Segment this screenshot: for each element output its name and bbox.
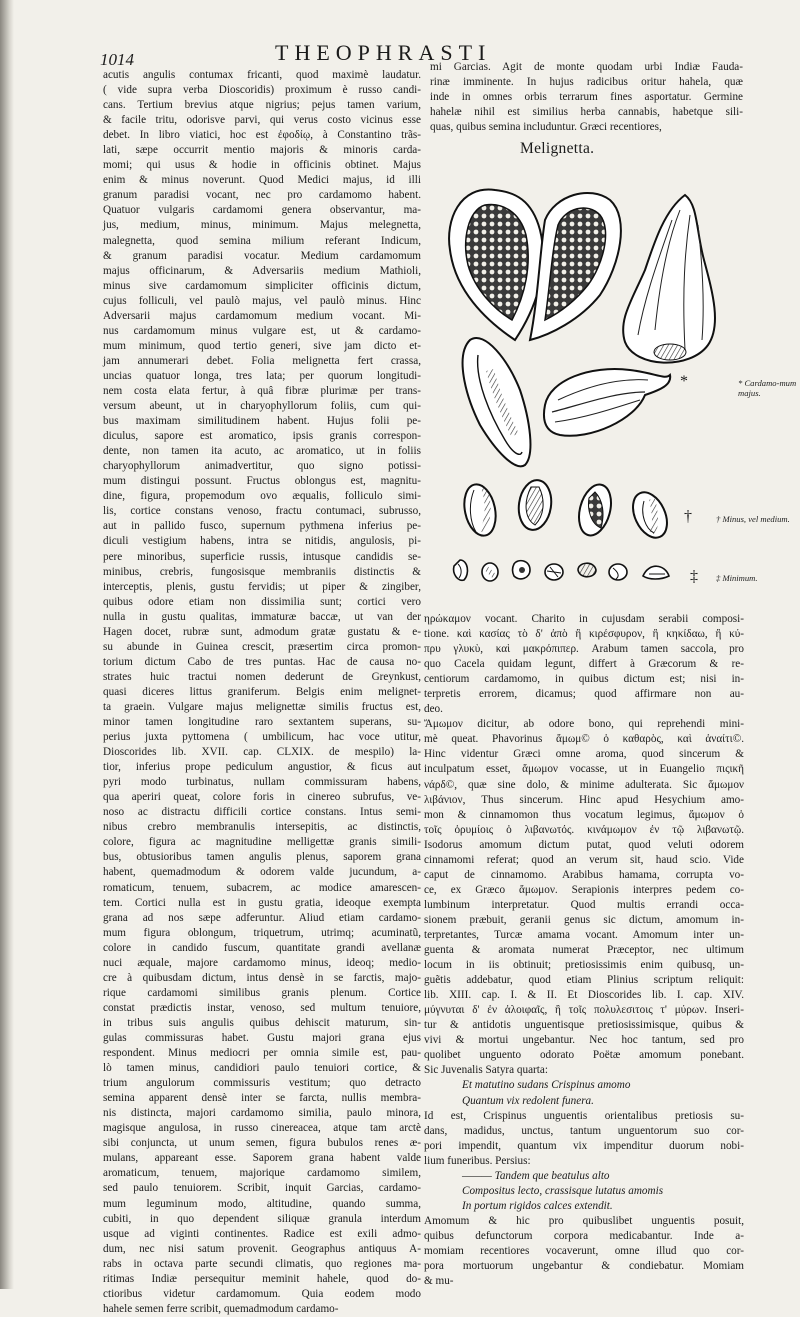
page-number: 1014 xyxy=(100,50,134,69)
right-text-column-top xyxy=(430,60,743,140)
text-line: quibus defunctorum corpora medicabantur. Inde a- xyxy=(424,1229,744,1242)
text-line: & facile tritu, odorisve parvi, qui verus costo vicinus esse xyxy=(103,114,421,127)
text-line: Dioscorides lib. XVII. cap. CLXIX. de mespilo) la- xyxy=(103,746,421,759)
text-line: cre à quibusdam dictum, intus densè in se farctis, majo- xyxy=(103,971,421,984)
text-line: pori impendit, quantum vix impenditur duorum nobi- xyxy=(424,1139,744,1152)
text-line: lium funeribus. Persius: xyxy=(424,1154,531,1167)
text-line: aromaticum, tenuem, majorique cardamomo similem, xyxy=(103,1167,421,1180)
text-line: Ἄμωμον dicitur, ab odore bono, qui reprehendi mini- xyxy=(424,718,744,731)
text-line: diculus, sapore est aromatico, ipsis granis correspon- xyxy=(103,430,421,443)
text-line: hahelæ nihil est similius herba cannabis, habetque sili- xyxy=(430,106,743,119)
text-line: sibi conjuncta, ut unum semen, figura bubulos renes æ- xyxy=(103,1137,421,1150)
text-line: acutis angulis contumax fricanti, quod maximè laudatur. xyxy=(103,69,421,81)
text-line: minibus, crebris, fungosisque membraniis distinctis & xyxy=(103,565,421,578)
text-line: perius juxta pyttomena ( umbilicum, hac voce utitur, xyxy=(103,731,421,744)
text-line: ( vide supra verba Dioscoridis) proximum è russo candi- xyxy=(103,84,421,97)
text-line: mum distingui possunt. Fructus oblongus est, magnitu- xyxy=(103,475,421,488)
text-line: hahele semen ferre scribit, quemadmodum cardamo- xyxy=(103,1302,339,1315)
text-line: Hagen docet, rubræ sunt, admodum gratæ gustatu & e- xyxy=(103,625,421,638)
text-line: nus cardamomum minus vulgare est, ut & cardamo- xyxy=(103,324,421,337)
text-line: mè queat. Phavorinus ἄμωμ© ὁ καθαρὸς, καὶ ἀναίτι©. xyxy=(424,733,744,746)
text-line: cinnamomi referat; quod an verum sit, haud scio. Vide xyxy=(424,853,744,866)
margin-note-medium: † Minus, vel medium. xyxy=(716,514,790,524)
whole-pear-pod xyxy=(623,195,715,363)
text-line: mum minimum, quod tertio generi, sive jam dicto et- xyxy=(103,339,421,352)
text-line: tione. καὶ κασίας τὸ δ' ἀπὸ ἢ κιρέσφυρον, ἢ κηκίδαω, ἢ κύ- xyxy=(424,628,744,641)
text-line: μύγνυται δ' ἐν ἀλοιφαῖς, ἢ τοῖς πολυλεσιτοις τ' μύρων. Inseri- xyxy=(424,1004,744,1017)
text-line: ta graein. Vulgare majus melignettæ similis fructus est, xyxy=(103,700,421,713)
text-line: ——— Tandem que beatulus alto xyxy=(462,1169,610,1182)
text-line: sionem præbuit, geranii genus sic dictum, amomum in- xyxy=(424,913,744,926)
figure-mark-double-dagger: ‡ xyxy=(690,568,698,585)
text-line: semina apparent densè inter se farcta, nullis membra- xyxy=(103,1092,421,1105)
text-line: malegnetta, quod semina milium referant Indicum, xyxy=(103,234,421,247)
text-line: rinæ imminente. In hujus radicibus oritur hahela, quæ xyxy=(430,76,743,89)
text-line: quo Cacela quidam legunt, differt à Græcorum & re- xyxy=(424,658,744,671)
text-line: quibus odore etiam non dissimilia sunt; cortici vero xyxy=(103,595,421,608)
minimum-seeds-row xyxy=(454,560,669,581)
text-line: terpretantes, Turcæ amama vocant. Amomum inter un- xyxy=(424,928,744,941)
medium-pods-row xyxy=(460,478,674,543)
text-line: strates huic tractui nomen dederunt de Greynkust, xyxy=(103,670,421,683)
text-line: τοῖς ὀρυμίοις ὁ λιβανωτός. κινάμωμον ἐν τῷ λιβανωτῷ. xyxy=(424,823,744,836)
text-line: cans. Tertium brevius atque nigrius; pejus tamen varium, xyxy=(103,99,421,112)
text-line: usque ad viginti continentes. Radice est exili admo- xyxy=(103,1227,421,1240)
figure-title: Melignetta. xyxy=(520,140,595,157)
text-line: mi Garcias. Agit de monte quodam urbi Indiæ Fauda- xyxy=(430,61,743,73)
text-line: Sic Juvenalis Satyra quarta: xyxy=(424,1064,548,1077)
text-line: & mu- xyxy=(424,1275,454,1288)
left-text-column xyxy=(103,68,421,1315)
text-line: constat prædictis instar, venoso, sed multum tenuiore, xyxy=(103,1001,421,1014)
split-pod-left-half xyxy=(449,190,543,340)
running-head: THEOPHRASTI xyxy=(275,40,492,65)
margin-note-minimum: ‡ Minimum. xyxy=(716,573,758,583)
text-line: cubiti, in quo dependent siliquæ granula interdum xyxy=(103,1212,421,1225)
text-line: vivi & mortui ungebantur. Nec hoc tantum, sed pro xyxy=(424,1034,744,1047)
text-line: nis distincta, majori cardamomo similia, paulo minora, xyxy=(103,1107,421,1120)
right-text-column-bottom xyxy=(424,612,744,1288)
text-line: nulla in gustu qualitas, immaturæ baccæ, ut van der xyxy=(103,610,421,623)
text-line: momiam recentiores vocaverunt, omne illud quo cor- xyxy=(424,1244,744,1257)
text-line: pyri modo turbinatus, nullam commissuram habens, xyxy=(103,776,421,789)
cardamomum-majus-pod xyxy=(544,369,670,436)
figure-mark-asterisk: * xyxy=(680,373,688,390)
text-line: nibus crebro membranulis intersepitis, ac distinctis, xyxy=(103,821,421,834)
text-line: ctioribus videtur cardamomum. Quia eodem modo xyxy=(103,1287,421,1300)
text-line: respondent. Minus mediocri per omnia simile est, pau- xyxy=(103,1047,421,1060)
text-line: mulans, appareant esse. Saporem grana habent valde xyxy=(103,1152,421,1165)
text-line: minus sive cardamomum simpliciter officinis dictum, xyxy=(103,279,421,292)
text-line: in tribus suis angulis quibus dehiscit maturum, sin- xyxy=(103,1016,421,1029)
text-line: debet. In libro viatici, hoc est ἐφοδίῳ, à Constantino trãs- xyxy=(103,129,421,142)
text-line: interceptis, plenis, gustu fervidis; ut piper & zingiber, xyxy=(103,580,421,593)
text-line: centiorum cardamomo, in quibus dictum est; nisi in- xyxy=(424,673,744,686)
text-line: noso ac distractu difficili cortice constans. Intus semi- xyxy=(103,806,421,819)
text-line: jus, medium, minus, minimum. Majus melegnetta, xyxy=(103,219,421,232)
text-line: Adversarii majus cardamomum medium vocant. Mi- xyxy=(103,309,421,322)
text-line: uncias quatuor longa, tres lata; per quorum longitudi- xyxy=(103,369,421,382)
text-line: gulas commissuras habet. Gustu majori grana ejus xyxy=(103,1032,421,1044)
text-line: habent, quemadmodum & odorem valde jucundum, a- xyxy=(103,866,421,879)
text-line: jam annumerari debet. Folia melignetta fert crassa, xyxy=(103,354,421,367)
text-line: Et matutino sudans Crispinus amomo xyxy=(462,1079,631,1092)
text-line: trium angulorum commissuris vestitum; quo detracto xyxy=(103,1077,421,1090)
text-line: tur & antidotis unguentisque pretiosissimisque, quibus & xyxy=(424,1019,744,1032)
text-line: mum figura oblongum, triquetrum, utrimq; acuminatũ, xyxy=(103,926,421,939)
text-line: Hinc videntur Græci omne aroma, quod sincerum & xyxy=(424,748,744,761)
text-line: λιβάνιον, Thus sincerum. Hinc apud Hesychium amo- xyxy=(424,793,744,806)
page-edge-shadow xyxy=(0,0,14,1289)
text-line: aut in pallido fusco, supernum pythmena inferius pe- xyxy=(103,520,421,533)
text-line: Quantum vix redolent funera. xyxy=(462,1094,594,1107)
text-line: Amomum & hic pro quibuslibet unguentis posuit, xyxy=(424,1214,744,1227)
text-line: Compositus lecto, crassisque lutatus amomis xyxy=(462,1184,664,1197)
text-line: su abunde in Guinea crescit, præsertim circa promon- xyxy=(103,640,421,653)
text-line: lati, sæpe occurrit mentio majoris & minoris carda- xyxy=(103,144,421,157)
text-line: dans, madidus, unctus, tantum unguentorum suo cor- xyxy=(424,1124,744,1137)
text-line: pora mortuorum ungebantur & condiebatur. Momiam xyxy=(424,1260,744,1273)
text-line: magisque angulosa, in russo cinereacea, atque tam arctè xyxy=(103,1122,421,1135)
text-line: enim & minus noverunt. Quod Medici majus, id illi xyxy=(103,174,421,187)
text-line: colore in candido fuscum, quantitate grandi avellanæ xyxy=(103,941,421,954)
text-line: terpretis errorem, dicamus; quod affirmare non au- xyxy=(424,688,744,701)
text-line: locum in iis obtinuit; pretiosissimis enim quibusq, un- xyxy=(424,959,744,972)
text-line: nem costa elata fertur, à quâ fibræ plurimæ per trans- xyxy=(103,384,421,397)
figure-mark-dagger: † xyxy=(684,508,692,525)
text-line: lis, cortice constans venoso, fractu contumaci, subrusso, xyxy=(103,505,421,518)
text-line: minor tamen longitudine raro sextantem superans, su- xyxy=(103,716,421,729)
text-line: lò tamen minus, candidiori paulo tenuiori cortice, & xyxy=(103,1062,421,1075)
text-line: ηρώκαμον vocant. Charito in cujusdam serabii composi- xyxy=(424,613,744,625)
text-line: tior, inferius prope pediculum angustior, & ficus aut xyxy=(103,761,421,774)
text-line: dum, nec nisi satum provenit. Geographus antiquus A- xyxy=(103,1242,421,1255)
text-line: majus officinarum, & Adversariis medium Mathioli, xyxy=(103,264,421,277)
text-line: qua aperiri queat, colore foris in cinereo subrufus, ve- xyxy=(103,791,421,804)
text-line: lib. XIII. cap. I. & II. Et Dioscorides lib. I. cap. XIV. xyxy=(424,989,744,1002)
text-line: deo. xyxy=(424,703,443,716)
text-line: mum leguminum modo, altitudine, quando summa, xyxy=(103,1197,421,1210)
text-line: Quatuor vulgaris cardamomi genera observantur, ma- xyxy=(103,204,421,217)
text-line: nuci æquale, majore cardamomo minus, ideoq; medio- xyxy=(103,956,421,969)
text-line: dente, non tamen ita acuto, ac aromatico, ut in foliis xyxy=(103,445,421,458)
text-line: sed paulo tenuiorem. Scribit, inquit Garcias, cardamo- xyxy=(103,1182,421,1195)
text-line: dine, figura, propemodum ovo æqualis, folliculo simi- xyxy=(103,490,421,503)
text-line: versum abeunt, ut in charyophyllorum foliis, cum qui- xyxy=(103,400,421,413)
margin-note-majus: * Cardamo-mum majus. xyxy=(738,378,797,398)
text-line: bus maximam similitudinem habent. Hujus folii pe- xyxy=(103,415,421,428)
text-line: Isodorus amomum dictum putat, quod veluti odorem xyxy=(424,838,744,851)
text-line: mon & cinnamomon thus vocatum legimus, ἄμωμον ὁ xyxy=(424,808,744,821)
text-line: quasi diceres littus graniferum. Belgis enim melignet- xyxy=(103,685,421,698)
text-line: Id est, Crispinus unguentis orientalibus pretiosis su- xyxy=(424,1109,744,1122)
text-line: romaticum, tenuem, subacrem, ac modice amarescen- xyxy=(103,881,421,894)
text-line: momi; qui usus & hodie in officinis obtinet. Majus xyxy=(103,159,421,172)
text-line: lumbinum interpretatur. Quod multis errandi occa- xyxy=(424,898,744,911)
text-line: guenta & aromata numerat Præceptor, nec ultimum xyxy=(424,944,744,957)
text-line: colore, figura ac magnitudine melligettæ granis simili- xyxy=(103,836,421,849)
text-line: ritimas Indiæ persequitur meminit hahele, quod do- xyxy=(103,1272,421,1285)
text-line: tem. Cortici nulla est in gustu gratia, ideoque exempta xyxy=(103,896,421,909)
text-line: torium dictum Cabo de tres puntas. Hac de causa no- xyxy=(103,655,421,668)
text-line: diculi vestigium habens, intra se nitidis, angulosis, pi- xyxy=(103,535,421,548)
text-line: πρυ γλυκὺ, καὶ μακρόπιπερ. Arabum tamen saccola, pro xyxy=(424,643,744,656)
text-line: In portum rigidos calces extendit. xyxy=(462,1199,613,1212)
long-open-pod xyxy=(463,338,531,466)
text-line: pere minoribus, superficie russis, intusque candidis se- xyxy=(103,550,421,563)
text-line: inculpatum esset, ἄμωμον vocasse, ut in Euangelio πιςικῆ xyxy=(424,763,744,776)
text-line: νάρδ©, quæ sine dolo, & minime adulterata. Sic ἄμωμον xyxy=(424,778,744,791)
text-line: charyophyllorum animadvertitur, quo signo potissi- xyxy=(103,460,421,473)
text-line: caput de cinnamomo. Arabibus hamama, corrupta vo- xyxy=(424,868,744,881)
text-line: inde in omnes orbis terrarum fines asportatur. Germine xyxy=(430,91,743,104)
text-line: grana ad nos sæpe adferuntur. Aliud etiam cardamo- xyxy=(103,911,421,924)
text-line: quas, quibus semina includuntur. Græci recentiores, xyxy=(430,121,662,134)
split-pod-right-half xyxy=(530,193,621,340)
text-line: ce, ex Græco ἄμωμον. Serapionis interpres pedem co- xyxy=(424,883,744,896)
text-line: quolibet unguento odorato Poëtæ amomum ponebant. xyxy=(424,1049,744,1062)
text-line: granum paradisi vocant, nec pro cardamomo habent. xyxy=(103,189,421,202)
text-line: cujus folliculi, vel paulò majus, vel paulò minus. Hinc xyxy=(103,294,421,307)
text-line: bus, obtusioribus tamen angulis plenus, saporem grana xyxy=(103,851,421,864)
text-line: & granum paradisi vocatur. Medium cardamomum xyxy=(103,249,421,262)
text-line: rabs in octava parte secundi climatis, quo regiones ma- xyxy=(103,1257,421,1270)
text-line: guẽtis addebatur, quod etiam Plinius scriptum reliquit: xyxy=(424,974,744,987)
text-line: rique cardamomi similibus granis plenum. Cortice xyxy=(103,986,421,999)
